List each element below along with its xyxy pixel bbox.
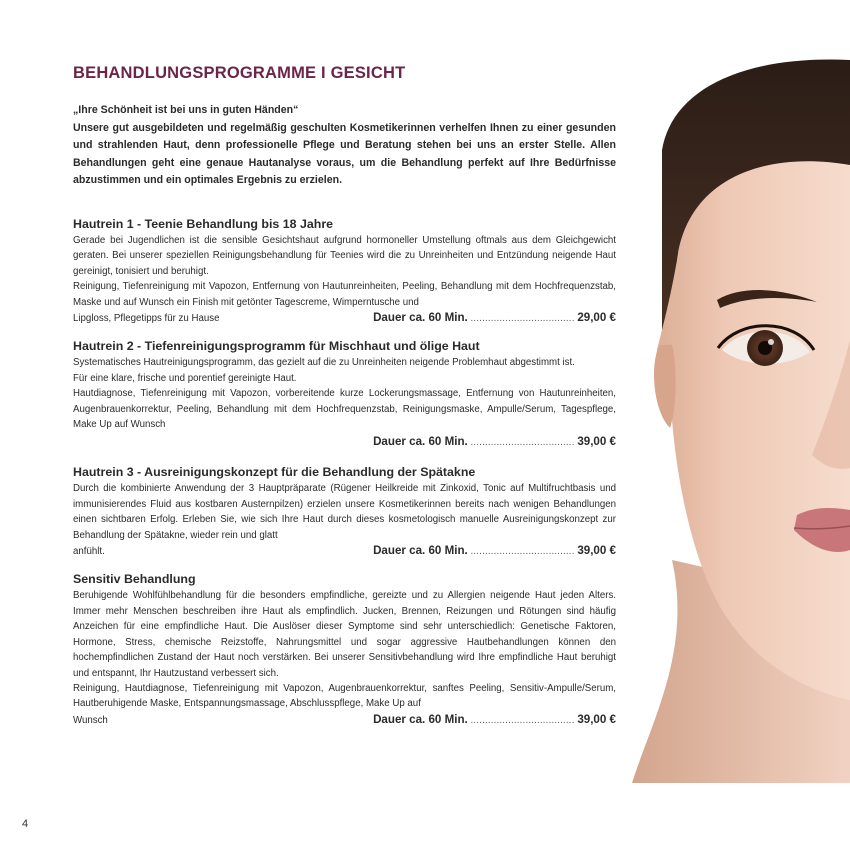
treatment-description-end: anfühlt. [73,546,105,558]
price-line [373,543,616,559]
price-value: 29,00 € [577,311,616,324]
price-value: 39,00 € [577,712,616,726]
treatment-steps-end: Lipgloss, Pflegetipps für zu Hause [73,313,220,324]
treatment-description: Durch die kombinierte Anwendung der 3 Hauptpräparate (Rügener Heilkreide mit Zinkoxid, Tonic auf Multifruchtbasis und immunisierendes Fluid aus kostbaren Austernpilzen) erzielen unsere Kosmetikerinnen bereits nach wenigen Behandlungen einen sichtbaren Erfolg. Erleben Sie, wie sich Ihre Haut durch dieses kosmetologisch manuelle Ausreinigungskonzept zur Behandlung der Spätakne, wieder rein und glatt [73,483,616,541]
dot-leader: .................................... [470,313,575,324]
main-content [73,64,616,728]
duration-label: Dauer ca. 60 Min. [373,712,468,726]
treatment-price-row [73,712,616,728]
intro-quote: „Ihre Schönheit ist bei uns in guten Händen“ [73,104,299,116]
intro-text: Unsere gut ausgebildeten und regelmäßig geschulten Kosmetikerinnen verhelfen Ihnen zu einer gesunden und strahlenden Haut, denn professionelle Pflege und Beratung stehen bei uns an erster Stelle. Allen Behandlungen geht eine genaue Hautanalyse voraus, um die Behandlung perfekt auf Ihre Bedürfnisse abzustimmen und ein optimales Ergebnis zu erzielen. [73,121,616,187]
page-title: BEHANDLUNGSPROGRAMME I GESICHT [73,64,406,82]
treatment-title: Hautrein 1 - Teenie Behandlung bis 18 Jahre [73,216,334,231]
treatment-description: Beruhigende Wohlfühlbehandlung für die besonders empfindliche, gereizte und zu Allergien neigende Haut jeden Alters. Immer mehr Menschen beschreiben ihre Haut als empfindlich. Jucken, Brennen, Reizungen und Rötungen sind häufig Anzeichen für eine empfindliche Haut. Die Auslöser dieser Symptome sind sehr unterschiedlich: Genetische Faktoren, Hormone, Stress, chemische Reizstoffe, Nahrungsmittel und sogar aggressive Hautbehandlungen können den hochempfindlichen Zustand der Haut noch verstärken. Bei unserer Sensitivbehandlung wird Ihre empfindliche Haut beruhigt und entspannt, Ihr Hautzustand verbessert sich. [73,590,616,679]
price-line [373,712,616,728]
dot-leader: .................................... [470,714,575,726]
price-line [373,310,616,326]
treatment-price-row [73,543,616,559]
treatment-description: Systematisches Hautreinigungsprogramm, das gezielt auf die zu Unreinheiten neigende Problemhaut abgestimmt ist. [73,357,575,369]
treatment-hautrein-1 [73,217,616,326]
treatment-hautrein-3 [73,465,616,559]
duration-label: Dauer ca. 60 Min. [373,435,468,449]
price-line [373,437,616,448]
duration-label: Dauer ca. 60 Min. [373,311,468,324]
treatment-sensitiv [73,572,616,728]
dot-leader: .................................... [470,437,575,449]
treatment-subline: Für eine klare, frische und porentief gereinigte Haut. [73,372,297,384]
treatment-title: Sensitiv Behandlung [73,572,196,587]
duration-label: Dauer ca. 60 Min. [373,544,468,558]
treatment-title: Hautrein 2 - Tiefenreinigungsprogramm für Mischhaut und ölige Haut [73,339,480,354]
treatment-hautrein-2 [73,339,616,452]
treatment-price-row [73,310,616,326]
treatment-steps: Hautdiagnose, Tiefenreinigung mit Vapozon, vorbereitende kurze Lockerungsmassage, Entfernung von Hautunreinheiten, Augenbrauenkorrektur, Peeling, Behandlung mit dem Hochfrequenzstab, Reinigungsmaske, Ampulle/Serum, Tagespflege, Make Up auf Wunsch [73,388,616,431]
treatment-steps: Reinigung, Hautdiagnose, Tiefenreinigung mit Vapozon, Augenbrauenkorrektur, sanftes Peeling, Sensitiv-Ampulle/Serum, Hautberuhigende Maske, Entspannungsmassage, Abschlusspflege, Make Up auf [73,682,616,710]
treatment-steps-end: Wunsch [73,714,108,726]
price-value: 39,00 € [577,435,616,449]
treatment-steps: Reinigung, Tiefenreinigung mit Vapozon, Entfernung von Hautunreinheiten, Peeling, Behandlung mit dem Hochfrequenzstab, Maske und auf Wunsch ein Finish mit getönter Tagescreme, Wimperntusche und [73,281,616,308]
face-photo [632,0,850,783]
intro [73,102,616,190]
treatment-description: Gerade bei Jugendlichen ist die sensible Gesichtshaut aufgrund hormoneller Umstellung oftmals aus dem Gleichgewicht geraten. Bei unserer speziellen Reinigungsbehandlung für Teenies wird die zu Unreinheiten und Entzündung neigende Haut gereinigt, tonisiert und beruhigt. [73,234,616,277]
page-number: 4 [22,818,29,830]
price-value: 39,00 € [577,544,616,558]
treatment-title: Hautrein 3 - Ausreinigungskonzept für die Behandlung der Spätakne [73,465,476,480]
dot-leader: .................................... [470,546,575,558]
treatment-price-row [73,432,616,452]
